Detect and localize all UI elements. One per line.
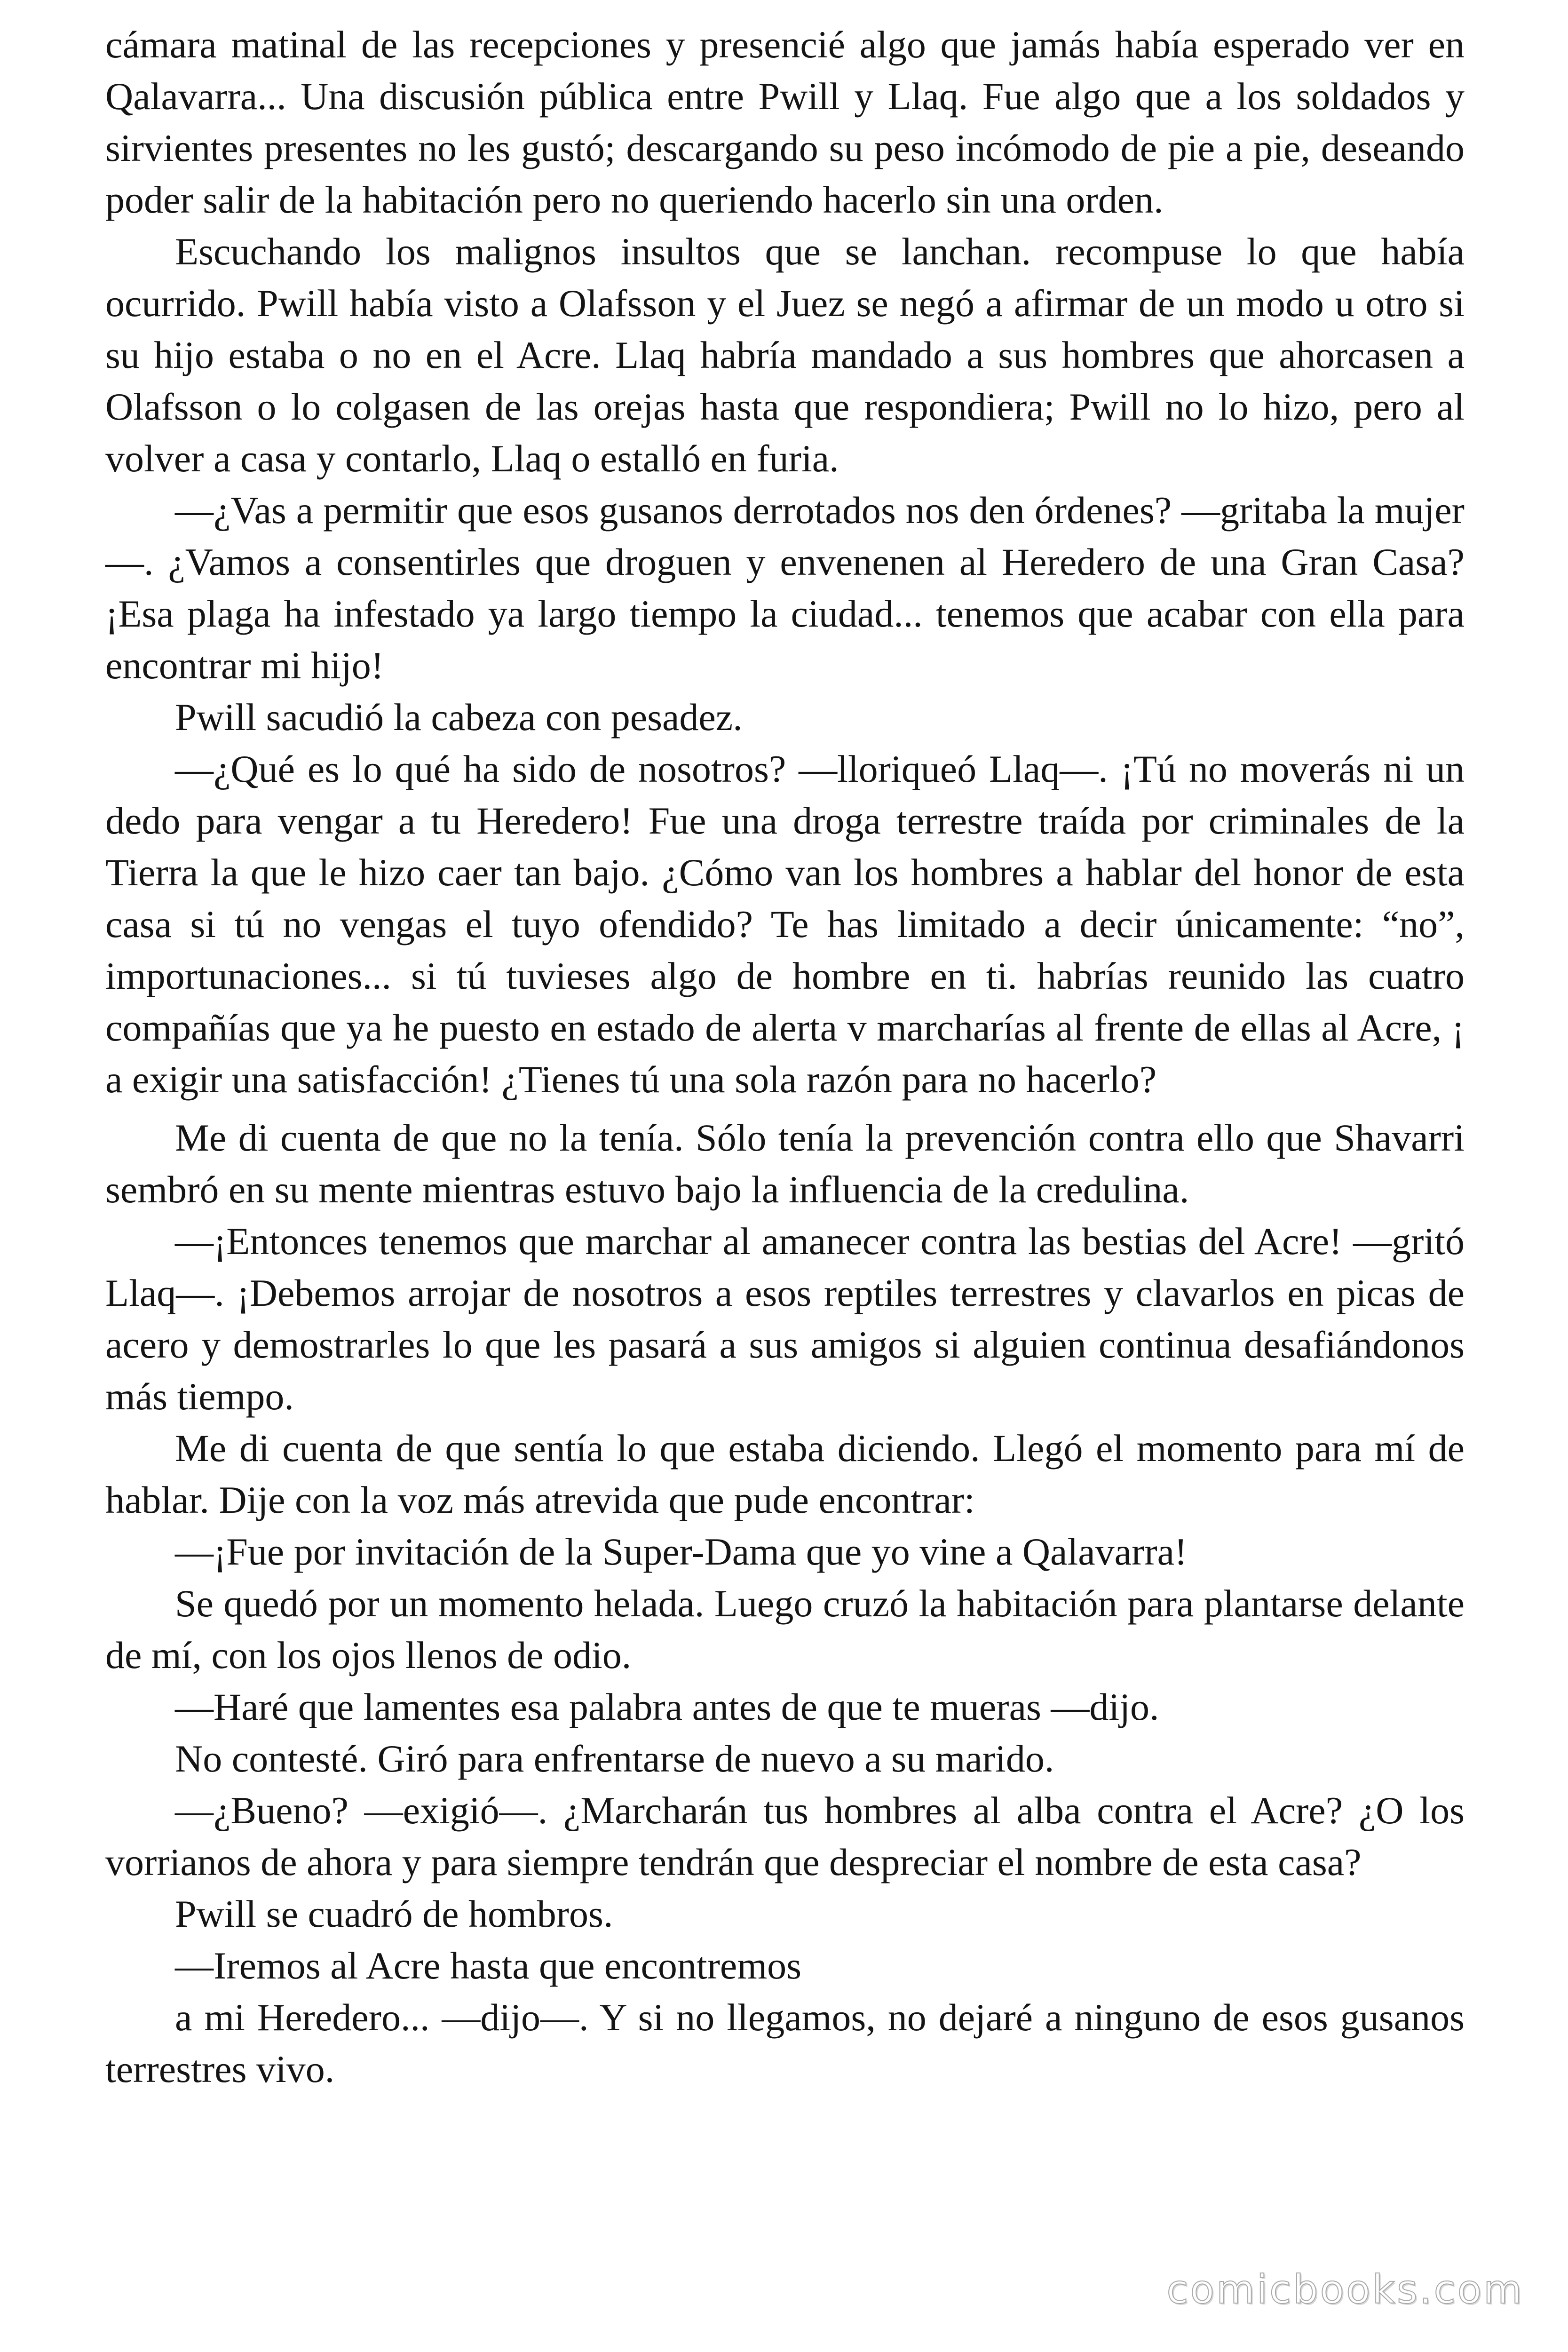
text-column xyxy=(105,19,1465,2095)
watermark: comicbooks.com xyxy=(1166,2266,1524,2312)
paragraph: —¡Entonces tenemos que marchar al amanecer contra las bestias del Acre! —gritó Llaq—. ¡Debemos arrojar de nosotros a esos reptiles terrestres y clavarlos en picas de acero y demostrarles lo que les pasará a sus amigos si alguien continua desafiándonos más tiempo. xyxy=(105,1220,1465,1418)
paragraph: a mi Heredero... —dijo—. Y si no llegamos, no dejaré a ninguno de esos gusanos terrestres vivo. xyxy=(105,1996,1465,2090)
paragraph: —¿Bueno? —exigió—. ¿Marcharán tus hombres al alba contra el Acre? ¿O los vorrianos de ahora y para siempre tendrán que despreciar el nombre de esta casa? xyxy=(105,1789,1465,1883)
paragraph: Pwill se cuadró de hombros. xyxy=(175,1892,613,1935)
paragraph: Me di cuenta de que sentía lo que estaba diciendo. Llegó el momento para mí de hablar. Dije con la voz más atrevida que pude encontrar: xyxy=(105,1427,1465,1521)
paragraph: cámara matinal de las recepciones y presencié algo que jamás había esperado ver en Qalavarra... Una discusión pública entre Pwill y Llaq. Fue algo que a los soldados y sirvientes presentes no les gustó; descargando su peso incómodo de pie a pie, deseando poder salir de la habitación pero no queriendo hacerlo sin una orden. xyxy=(105,23,1465,221)
paragraph: Escuchando los malignos insultos que se lanchan. recompuse lo que había ocurrido. Pwill había visto a Olafsson y el Juez se negó a afirmar de un modo u otro si su hijo estaba o no en el Acre. Llaq habría mandado a sus hombres que ahorcasen a Olafsson o lo colgasen de las orejas hasta que respondiera; Pwill no lo hizo, pero al volver a casa y contarlo, Llaq o estalló en furia. xyxy=(105,230,1465,480)
paragraph: —¿Vas a permitir que esos gusanos derrotados nos den órdenes? —gritaba la mujer—. ¿Vamos a consentirles que droguen y envenenen al Heredero de una Gran Casa? ¡Esa plaga ha infestado ya largo tiempo la ciudad... tenemos que acabar con ella para encontrar mi hijo! xyxy=(105,489,1465,687)
paragraph: —Haré que lamentes esa palabra antes de que te mueras —dijo. xyxy=(175,1685,1159,1728)
paragraph: —¡Fue por invitación de la Super-Dama que yo vine a Qalavarra! xyxy=(175,1530,1188,1573)
paragraph: No contesté. Giró para enfrentarse de nuevo a su marido. xyxy=(175,1737,1054,1780)
paragraph: Pwill sacudió la cabeza con pesadez. xyxy=(175,696,743,739)
paragraph: —Iremos al Acre hasta que encontremos xyxy=(175,1944,802,1987)
paragraph: Se quedó por un momento helada. Luego cruzó la habitación para plantarse delante de mí, con los ojos llenos de odio. xyxy=(105,1582,1465,1677)
paragraph: —¿Qué es lo qué ha sido de nosotros? —lloriqueó Llaq—. ¡Tú no moverás ni un dedo para vengar a tu Heredero! Fue una droga terrestre traída por criminales de la Tierra la que le hizo caer tan bajo. ¿Cómo van los hombres a hablar del honor de esta casa si tú no vengas el tuyo ofendido? Te has limitado a decir únicamente: “no”, importunaciones... si tú tuvieses algo de hombre en ti. habrías reunido las cuatro compañías que ya he puesto en estado de alerta v marcharías al frente de ellas al Acre, ¡ a exigir una satisfacción! ¿Tienes tú una sola razón para no hacerlo? xyxy=(105,747,1465,1101)
paragraph: Me di cuenta de que no la tenía. Sólo tenía la prevención contra ello que Shavarri sembró en su mente mientras estuvo bajo la influencia de la credulina. xyxy=(105,1116,1465,1211)
